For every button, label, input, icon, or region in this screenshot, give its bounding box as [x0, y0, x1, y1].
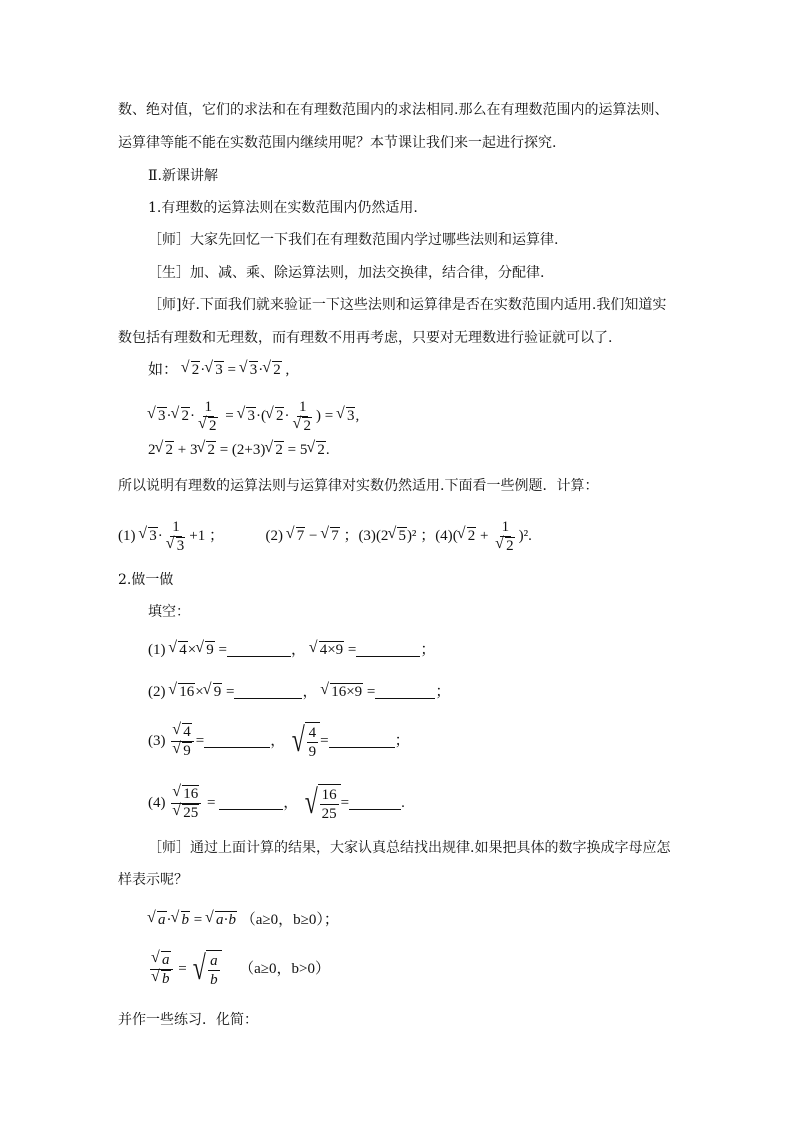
answer-blank[interactable] — [234, 684, 302, 699]
answer-blank[interactable] — [375, 684, 435, 699]
answer-blank[interactable] — [219, 795, 283, 810]
fill-label-4: (4) — [148, 794, 166, 811]
teacher-line-3b: 样表示呢？ — [118, 872, 188, 888]
fill-in-heading: 填空： — [148, 604, 190, 620]
fill-item-1: (1) √ 4×√ 9 = ， √ 4×9 = ； — [148, 640, 435, 660]
fill-item-4: (4) √ 16 √ 25 = ， √ $\frac{16}{25}$ = . — [148, 784, 405, 823]
conclusion-line: 所以说明有理数的运算法则与运算律对实数仍然适用.下面看一些例题．计算： — [118, 478, 599, 494]
paragraph-line-1: 数、绝对值，它们的求法和在有理数范围内的求法相同.那么在有理数范围内的运算法则、 — [118, 102, 669, 118]
fill-label-3: (3) — [148, 732, 166, 749]
item-1-heading: 1.有理数的运算法则在实数范围内仍然适用. — [148, 200, 418, 216]
fill-label-1: (1) — [148, 642, 166, 658]
calc-label-1: (1) — [118, 527, 136, 544]
section-title: Ⅱ.新课讲解 — [148, 168, 218, 184]
fill-item-3: (3) √ 4 √ 9 = ， √ $\frac{4}{9}$ = ； — [148, 722, 410, 761]
rule-quotient: √ a √ b = √ $\frac{a}{b}$ （a≥0，b>0） — [148, 950, 330, 989]
fill-label-2: (2) — [148, 684, 166, 700]
answer-blank[interactable] — [204, 733, 270, 748]
answer-blank[interactable] — [227, 642, 291, 657]
teacher-line-2b: 数包括有理数和无理数，而有理数不用再考虑，只要对无理数进行验证就可以了. — [118, 330, 613, 346]
example-formula-3: 2√ 2 + 3√ 2 = (2+3)√ 2 = 5√ 2. — [148, 440, 330, 460]
teacher-line-2a: ［师]好.下面我们就来验证一下这些法则和运算律是否在实数范围内适用.我们知道实 — [148, 297, 667, 313]
calc-label-2: (2) — [265, 527, 283, 544]
teacher-line-1: ［师］大家先回忆一下我们在有理数范围内学过哪些法则和运算律. — [148, 232, 559, 248]
practice-line: 并作一些练习．化简： — [118, 1012, 258, 1028]
answer-blank[interactable] — [329, 733, 395, 748]
calc-label-3: ；(3) — [343, 527, 376, 544]
teacher-line-3a: ［师］通过上面计算的结果，大家认真总结找出规律.如果把具体的数字换成字母应怎 — [148, 840, 671, 856]
example-intro: 如： — [148, 362, 179, 378]
calculation-exercises: (1) √ 3· 1 √ 3 +1 ； (2) √ 7 − √ 7 ；(3)(2√ 5)² ；(4)(√ 2 + 1 √ 2 )². — [118, 518, 532, 555]
rule-quotient-condition: （a≥0，b>0） — [239, 960, 330, 977]
answer-blank[interactable] — [349, 795, 401, 810]
example-formula-1: 如： √ 2·√ 3 = √ 3·√ 2 , — [148, 360, 289, 380]
rule-product: √ a·√ b = √ a·b （a≥0，b≥0）； — [148, 910, 339, 930]
calc-label-4: ；(4) — [420, 527, 453, 544]
answer-blank[interactable] — [356, 642, 420, 657]
student-line-1: ［生］加、减、乘、除运算法则，加法交换律，结合律，分配律. — [148, 265, 545, 281]
rule-product-condition: （a≥0，b≥0）； — [240, 912, 339, 928]
item-2-heading: 2.做一做 — [118, 572, 174, 588]
fill-item-2: (2) √ 16×√ 9 = ， √ 16×9 = ； — [148, 682, 450, 702]
paragraph-line-2: 运算律等能不能在实数范围内继续用呢？本节课让我们来一起进行探究. — [118, 135, 557, 151]
example-formula-2: √ 3·√ 2· 1 √ 2 = √ 3·(√ 2· 1 √ 2 ) = √ 3, — [148, 398, 359, 435]
